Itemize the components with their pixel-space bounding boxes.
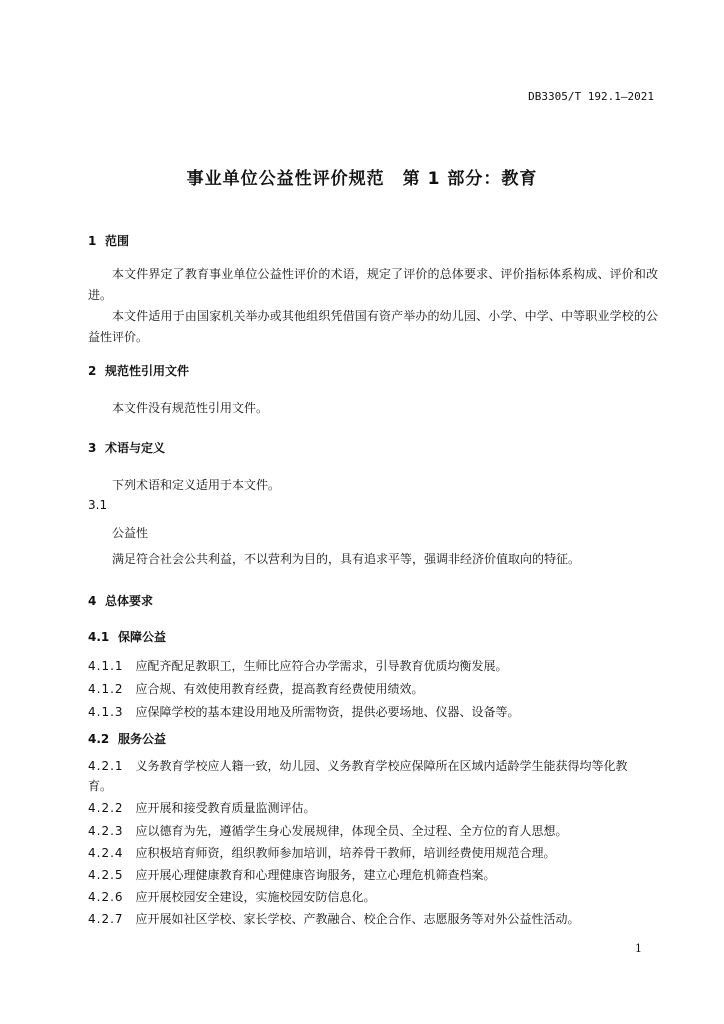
section-2-heading — [88, 362, 189, 379]
clause-number: 4.2.7 — [88, 912, 124, 926]
clause-number: 4.1.1 — [88, 659, 124, 673]
clause-number: 4.1.2 — [88, 682, 124, 696]
section-number: 2 — [88, 364, 97, 378]
clause-number: 4.2.1 — [88, 759, 124, 773]
section-number: 4.1 — [88, 630, 110, 644]
section-4-heading — [88, 592, 153, 609]
section-title: 保障公益 — [118, 630, 167, 644]
section-4-2-heading — [88, 730, 166, 747]
clause-4-2-7 — [88, 910, 580, 927]
clause-text: 应配齐配足教职工，生师比应符合办学需求，引导教育优质均衡发展。 — [135, 659, 508, 673]
clause-number: 4.2.3 — [88, 824, 124, 838]
clause-text: 应开展和接受教育质量监测评估。 — [135, 801, 316, 815]
section-1-heading — [88, 232, 129, 249]
section-title: 服务公益 — [118, 732, 167, 746]
section-number: 4.2 — [88, 732, 110, 746]
clause-4-2-1 — [88, 757, 628, 774]
clause-4-1-1 — [88, 657, 508, 674]
clause-text: 义务教育学校应人籍一致，幼儿园、义务教育学校应保障所在区域内适龄学生能获得均等化教 — [135, 759, 628, 773]
clause-text: 应开展心理健康教育和心理健康咨询服务，建立心理危机筛查档案。 — [135, 868, 496, 882]
clause-4-2-3 — [88, 822, 568, 839]
section-title: 范围 — [105, 234, 130, 248]
section-4-1-heading — [88, 628, 166, 645]
page-number: 1 — [635, 942, 642, 955]
clause-text: 应积极培育师资，组织教师参加培训，培养骨干教师，培训经费使用规范合理。 — [135, 846, 556, 860]
standard-code: DB3305/T 192.1—2021 — [528, 90, 654, 103]
clause-4-2-2 — [88, 799, 316, 816]
clause-4-2-4 — [88, 844, 556, 861]
clause-text: 应开展校园安全建设，实施校园安防信息化。 — [135, 890, 376, 904]
clause-4-2-6 — [88, 888, 376, 905]
clause-text: 应开展如社区学校、家长学校、产教融合、校企合作、志愿服务等对外公益性活动。 — [135, 912, 580, 926]
clause-number: 4.2.2 — [88, 801, 124, 815]
clause-number: 4.2.6 — [88, 890, 124, 904]
clause-number: 4.1.3 — [88, 705, 124, 719]
section-3-intro: 下列术语和定义适用于本文件。 — [112, 478, 281, 492]
section-number: 3 — [88, 441, 97, 455]
clause-text: 应保障学校的基本建设用地及所需物资，提供必要场地、仪器、设备等。 — [135, 705, 520, 719]
clause-4-2-5 — [88, 866, 496, 883]
term-3-1-definition: 满足符合社会公共利益，不以营利为目的，具有追求平等，强调非经济价值取向的特征。 — [112, 552, 581, 566]
section-title: 术语与定义 — [105, 441, 166, 455]
document-title: 事业单位公益性评价规范 第 1 部分：教育 — [186, 169, 538, 189]
clause-text: 应以德育为先，遵循学生身心发展规律，体现全员、全过程、全方位的育人思想。 — [135, 824, 568, 838]
clause-number: 4.2.4 — [88, 846, 124, 860]
section-3-heading — [88, 439, 165, 456]
section-1-paragraph-1: 本文件界定了教育事业单位公益性评价的术语，规定了评价的总体要求、评价指标体系构成、评价和改进。 — [88, 267, 658, 302]
clause-4-1-3 — [88, 703, 520, 720]
clause-number: 4.2.5 — [88, 868, 124, 882]
clause-4-1-2 — [88, 680, 424, 697]
clause-4-2-1-continued: 育。 — [88, 779, 113, 793]
clause-text: 应合规、有效使用教育经费，提高教育经费使用绩效。 — [135, 682, 424, 696]
term-3-1-name: 公益性 — [112, 526, 149, 540]
term-3-1-number: 3.1 — [88, 498, 108, 512]
section-number: 4 — [88, 594, 97, 608]
section-number: 1 — [88, 234, 97, 248]
section-title: 总体要求 — [105, 594, 154, 608]
section-2-paragraph-1: 本文件没有规范性引用文件。 — [112, 401, 269, 415]
section-title: 规范性引用文件 — [105, 364, 190, 378]
section-1-paragraph-2: 本文件适用于由国家机关举办或其他组织凭借国有资产举办的幼儿园、小学、中学、中等职业学校的公益性评价。 — [88, 309, 658, 344]
